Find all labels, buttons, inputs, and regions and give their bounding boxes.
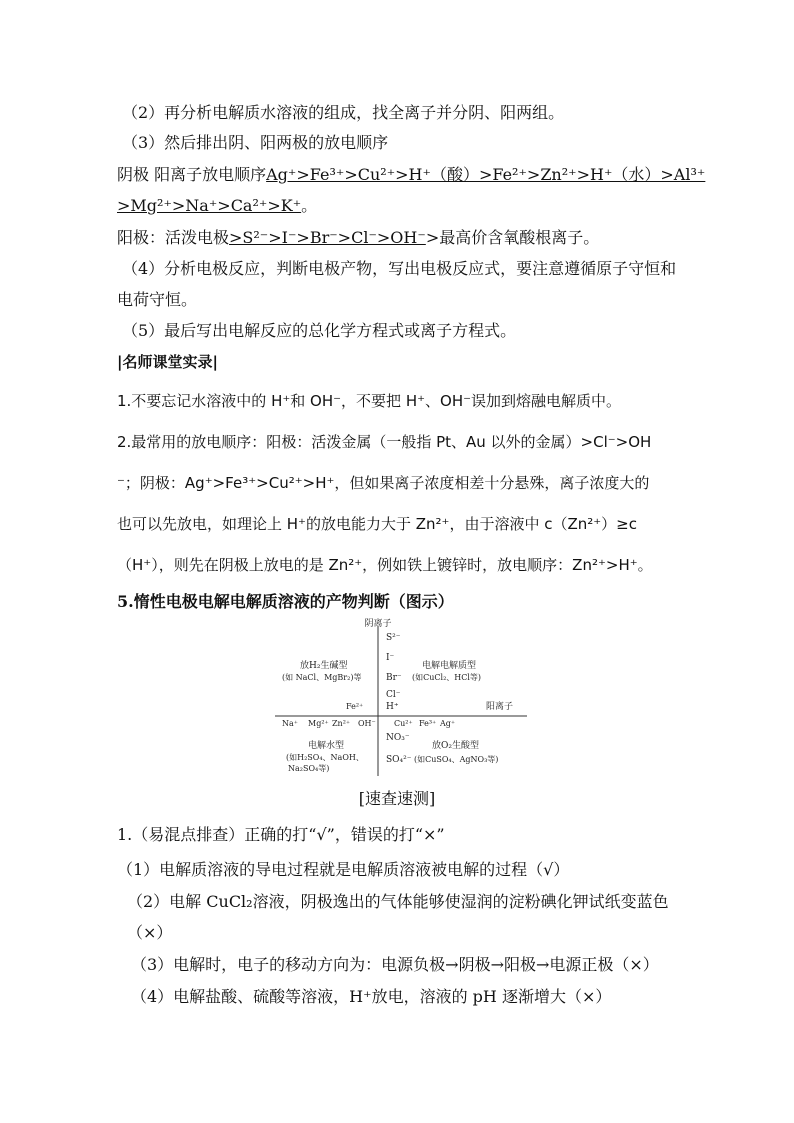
cation-fe3: Fe³⁺ [419, 719, 437, 728]
quadrant-tr-example: (如CuCl₂、HCl等) [412, 673, 482, 682]
cathode-order-line-1 [117, 165, 705, 185]
anion-oh: OH⁻ [358, 719, 376, 728]
quadrant-bl-example-1: (如H₂SO₄、NaOH、 [286, 753, 364, 762]
anion-no3: NO₃⁻ [386, 733, 410, 743]
quick-check-item-2-line-2: （×） [127, 923, 173, 942]
step-5: （5）最后写出电解反应的总化学方程式或离子方程式。 [122, 321, 517, 340]
step-4-line-1: （4）分析电极反应，判断电极产物，写出电极反应式，要注意遵循原子守恒和 [122, 259, 677, 278]
anion-cl: Cl⁻ [386, 690, 401, 700]
quadrant-tl-example: (如 NaCl、MgBr₂)等 [282, 673, 362, 682]
section-5-title: 5.惰性电极电解电解质溶液的产物判断（图示） [117, 592, 454, 611]
y-axis-label: 阴离子 [364, 619, 392, 629]
note-2-line-1: 2.最常用的放电顺序：阳极：活泼金属（一般指 Pt、Au 以外的金属）>Cl⁻>OH [117, 433, 652, 451]
cation-mg: Mg²⁺ [308, 719, 329, 728]
anion-br: Br⁻ [386, 673, 402, 683]
step-4-line-2: 电荷守恒。 [117, 290, 198, 309]
teacher-notes-heading: |名师课堂实录| [117, 353, 218, 371]
cathode-order-2: >Mg²⁺>Na⁺>Ca²⁺>K⁺ [117, 196, 302, 215]
cathode-prefix: 阳离子放电顺序 [154, 165, 267, 184]
cation-fe2: Fe²⁺ [346, 702, 364, 711]
cathode-order-line-2 [117, 196, 317, 216]
anode-order-line [117, 228, 599, 248]
cation-h: H⁺ [386, 702, 399, 712]
quick-check-item-2-line-1: （2）电解 CuCl₂溶液，阴极逸出的气体能够使湿润的淀粉碘化钾试纸变蓝色 [127, 892, 669, 911]
note-2-line-2: ⁻；阴极：Ag⁺>Fe³⁺>Cu²⁺>H⁺，但如果离子浓度相差十分悬殊，离子浓度大的 [117, 474, 650, 492]
quadrant-br-example: (如CuSO₄、AgNO₃等) [414, 755, 499, 764]
cation-zn: Zn²⁺ [332, 719, 351, 728]
x-axis-label: 阳离子 [486, 702, 514, 712]
cathode-end: 。 [301, 196, 318, 215]
anion-s2: S²⁻ [386, 633, 401, 643]
step-2: （2）再分析电解质水溶液的组成，找全离子并分阴、阳两组。 [122, 103, 565, 122]
anode-end: >最高价含氧酸根离子。 [425, 228, 600, 247]
quick-check-question-1: 1.（易混点排查）正确的打“√”，错误的打“×” [117, 825, 445, 844]
note-2-line-3: 也可以先放电，如理论上 H⁺的放电能力大于 Zn²⁺，由于溶液中 c（Zn²⁺）≥c [117, 515, 637, 533]
note-2-line-4: （H⁺），则先在阴极上放电的是 Zn²⁺，例如铁上镀锌时，放电顺序：Zn²⁺>H⁺。 [117, 556, 653, 574]
anion-so4: SO₄²⁻ [386, 755, 412, 765]
quadrant-tl-title: 放H₂生碱型 [300, 661, 348, 671]
anion-i: I⁻ [386, 653, 395, 663]
quadrant-tr-title: 电解电解质型 [422, 661, 477, 671]
cation-na: Na⁺ [282, 719, 298, 728]
quick-check-caption: [速查速测] [358, 789, 436, 808]
electrolysis-product-diagram [272, 616, 532, 781]
step-3: （3）然后排出阴、阳两极的放电顺序 [122, 133, 389, 152]
quick-check-item-1: （1）电解质溶液的导电过程就是电解质溶液被电解的过程（√） [117, 860, 570, 879]
anode-label: 阳极：活泼电极 [117, 228, 230, 247]
anode-order: >S²⁻>I⁻>Br⁻>Cl⁻>OH⁻ [229, 228, 426, 247]
quick-check-item-3: （3）电解时，电子的移动方向为：电源负极→阴极→阳极→电源正极（×） [131, 955, 659, 974]
cathode-order-1: Ag⁺>Fe³⁺>Cu²⁺>H⁺（酸）>Fe²⁺>Zn²⁺>H⁺（水）>Al³⁺ [266, 165, 706, 184]
cation-cu: Cu²⁺ [394, 719, 413, 728]
note-1: 1.不要忘记水溶液中的 H⁺和 OH⁻，不要把 H⁺、OH⁻误加到熔融电解质中。 [117, 392, 622, 410]
quadrant-bl-example-2: Na₂SO₄等) [288, 764, 330, 773]
cation-ag: Ag⁺ [440, 719, 456, 728]
quick-check-item-4: （4）电解盐酸、硫酸等溶液，H⁺放电，溶液的 pH 逐渐增大（×） [131, 987, 612, 1006]
quadrant-br-title: 放O₂生酸型 [432, 741, 479, 751]
cathode-label: 阴极 [117, 165, 150, 184]
quadrant-bl-title: 电解水型 [308, 741, 345, 751]
